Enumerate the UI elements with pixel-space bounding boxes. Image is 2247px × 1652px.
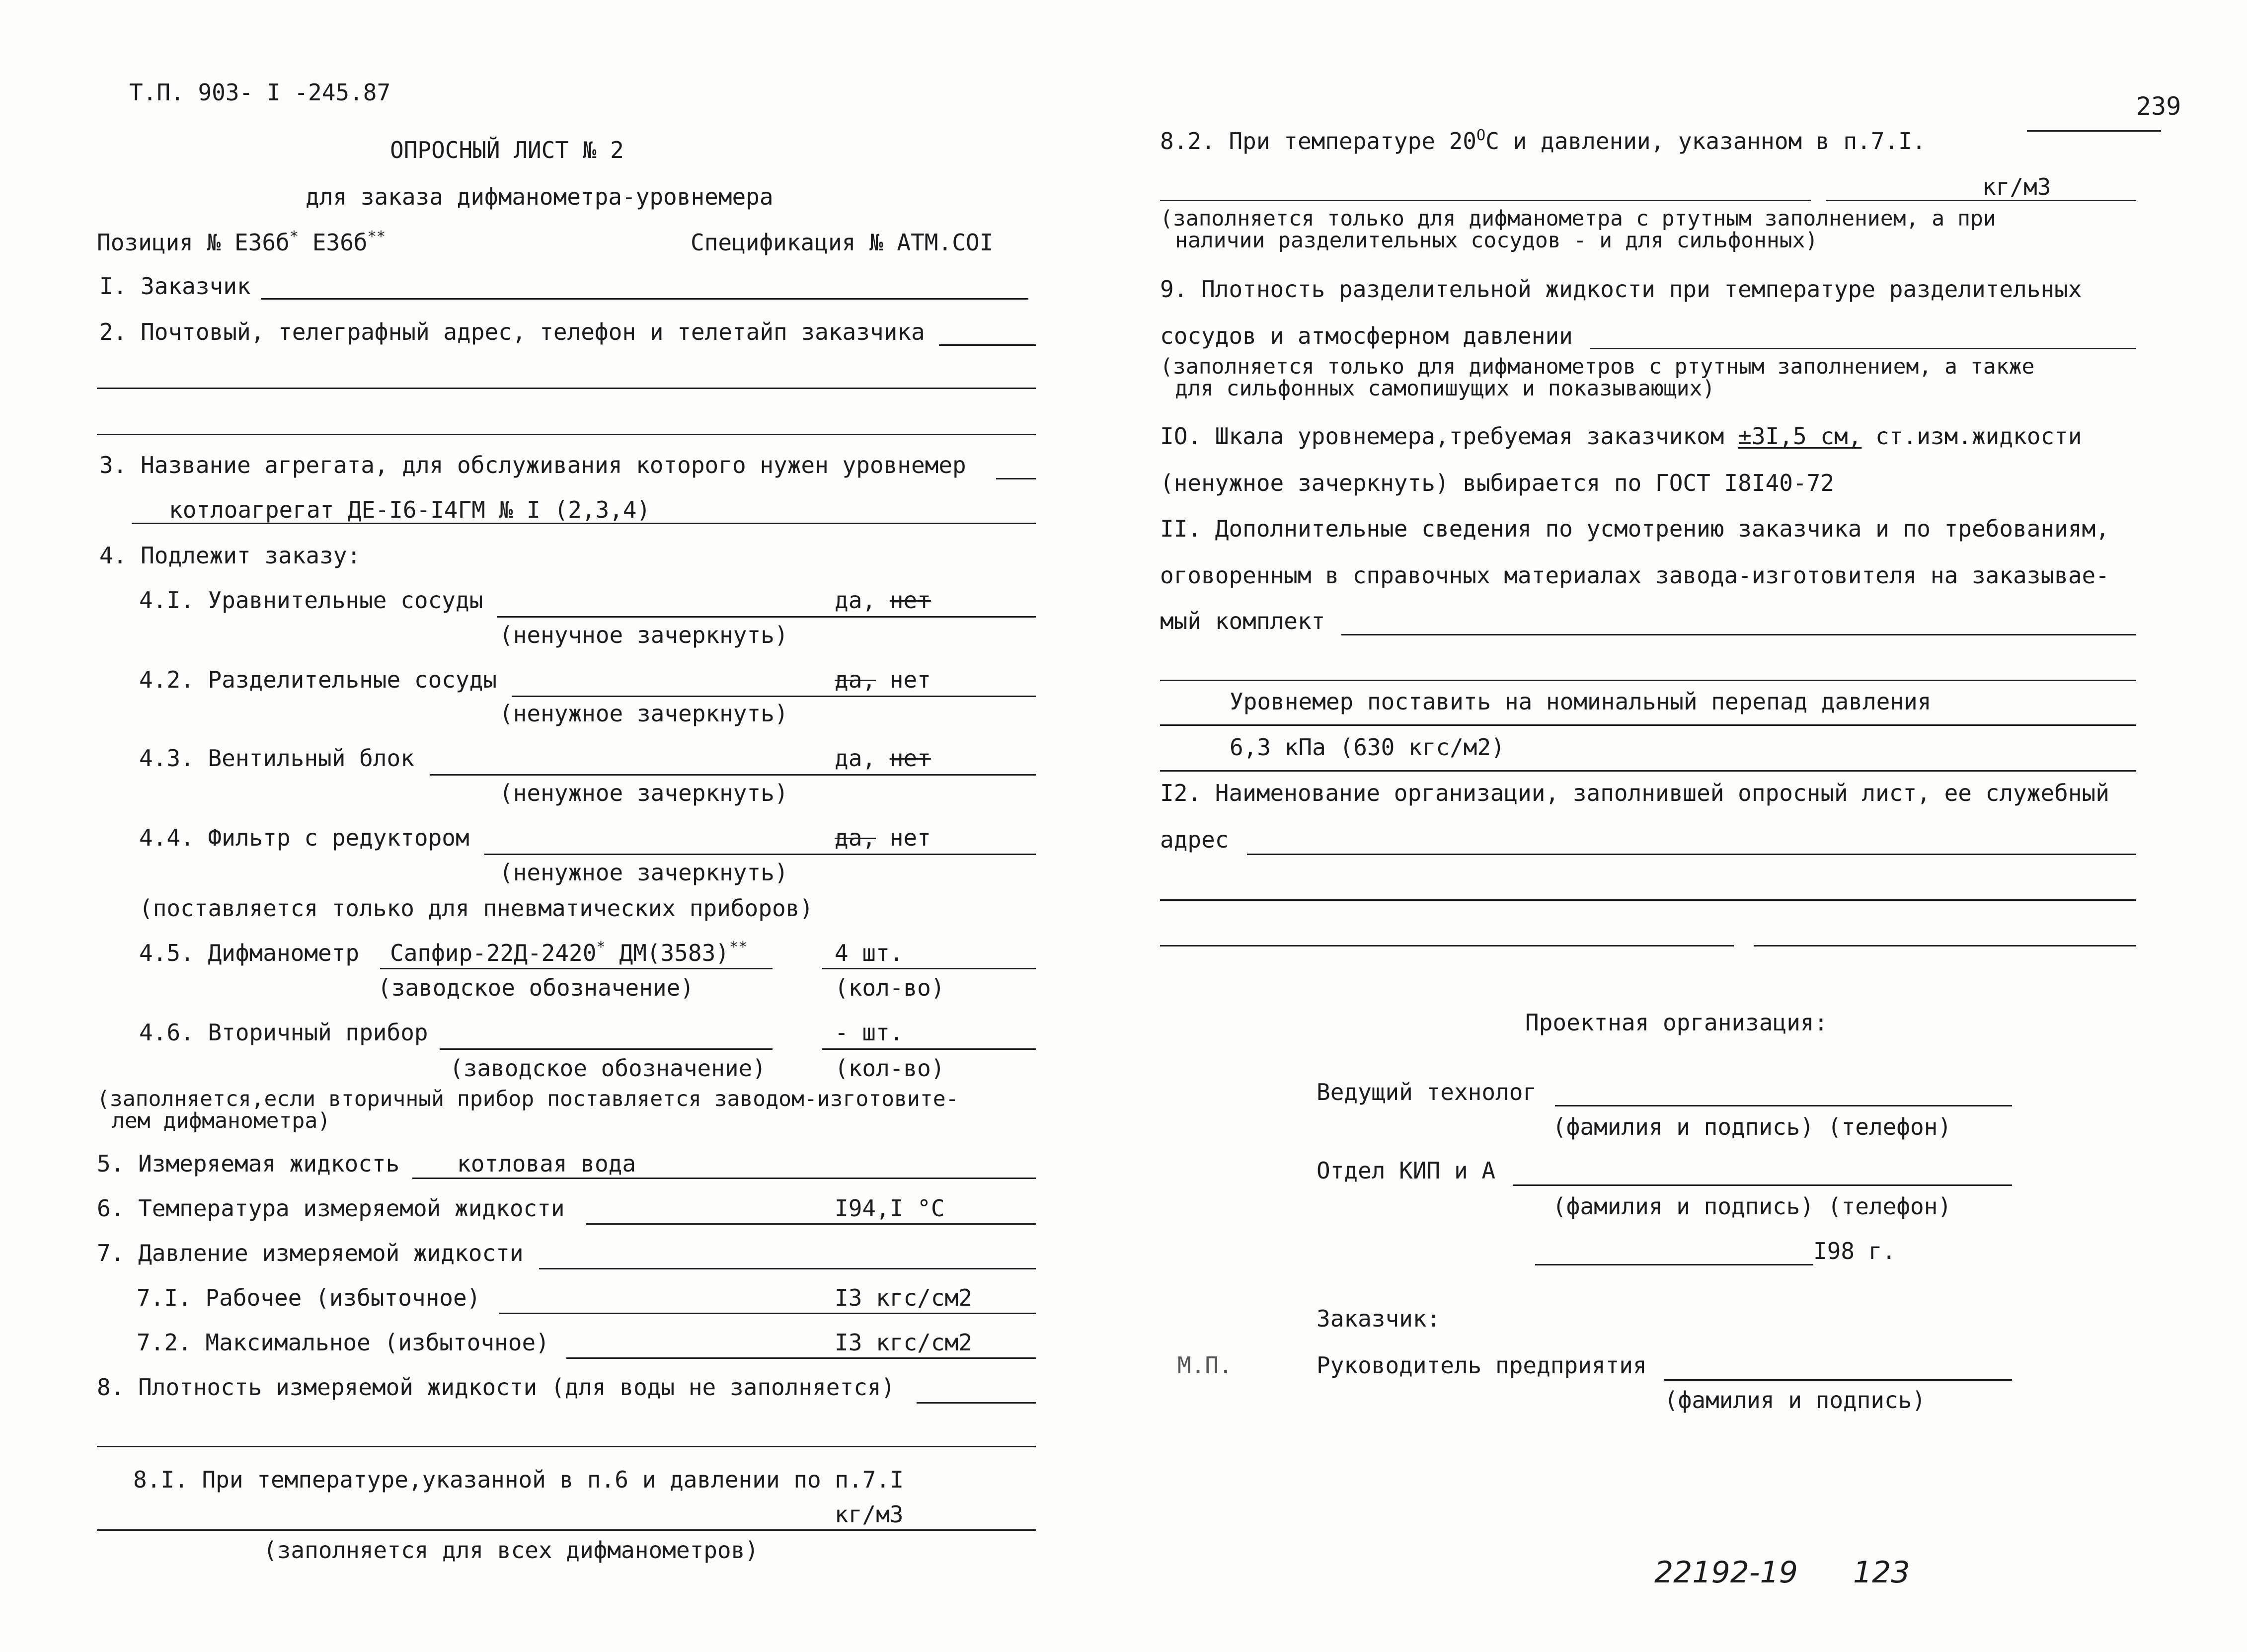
- item-8-2-note-line2: наличии разделительных сосудов - и для сильфонных): [1175, 228, 1818, 253]
- item-8-2-note-line1: (заполняется только для дифманометра с ртутным заполнением, а при: [1160, 206, 1996, 231]
- document-code: Т.П. 903- I -245.87: [129, 79, 391, 106]
- item-7-1-label: 7.I. Рабочее (избыточное): [137, 1284, 481, 1311]
- item-9-note-line1: (заполняется только для дифманометров с ртутным заполнением, а также: [1160, 354, 2035, 379]
- item-8-2-field-b[interactable]: [1826, 200, 2136, 201]
- item-7-field[interactable]: [539, 1268, 1036, 1269]
- item-4-5-qty-field[interactable]: [822, 968, 1036, 969]
- item-4-6-qty-field[interactable]: [822, 1048, 1036, 1050]
- item-4-3-label: 4.3. Вентильный блок: [139, 745, 414, 772]
- item-9-field[interactable]: [1590, 348, 2136, 349]
- item-4-5-note: (заводское обозначение): [378, 974, 694, 1001]
- item-4-3-field[interactable]: [430, 774, 1036, 776]
- item-3-value-line[interactable]: [132, 523, 1036, 524]
- item-4-4-label: 4.4. Фильтр с редуктором: [139, 824, 469, 851]
- item-11-line1: II. Дополнительные сведения по усмотрению заказчика и по требованиям,: [1160, 515, 2109, 542]
- director-signature-field[interactable]: [1664, 1379, 2012, 1381]
- lead-technologist-label: Ведущий технолог: [1317, 1079, 1537, 1105]
- item-5-field[interactable]: [412, 1178, 1036, 1179]
- item-7-2-value: I3 кгс/см2: [835, 1329, 972, 1356]
- item-2-field-line2[interactable]: [97, 388, 1036, 389]
- project-organization-label: Проектная организация:: [1525, 1009, 1828, 1036]
- item-9-note-line2: для сильфонных самопишущих и показывающих): [1175, 376, 1715, 401]
- item-4-2-note: (ненужное зачеркнуть): [499, 700, 788, 727]
- item-1-label: I. Заказчик: [99, 273, 251, 300]
- item-4-3-note: (ненужное зачеркнуть): [499, 780, 788, 806]
- page-number: 239: [2136, 92, 2181, 121]
- specification-label: Спецификация № АТМ.СОI: [691, 229, 994, 256]
- item-2-field[interactable]: [939, 344, 1036, 346]
- kip-department-label: Отдел КИП и А: [1317, 1157, 1496, 1184]
- item-4-label: 4. Подлежит заказу:: [99, 542, 361, 569]
- item-11-field[interactable]: [1341, 634, 2136, 635]
- item-7-2-label: 7.2. Максимальное (избыточное): [137, 1329, 549, 1356]
- item-8-field-line2[interactable]: [97, 1446, 1036, 1447]
- extra-info-line1: Уровнемер поставить на номинальный перепад давления: [1230, 688, 1932, 715]
- item-4-3-no-struck: нет: [889, 745, 931, 772]
- item-4-5-label: 4.5. Дифманометр: [139, 940, 360, 966]
- item-4-1-options: да, нет: [835, 587, 931, 614]
- item-12-line1: I2. Наименование организации, заполнившей опросный лист, ее служебный: [1160, 780, 2109, 806]
- item-4-6-field[interactable]: [440, 1048, 773, 1050]
- lead-technologist-signature-note: (фамилия и подпись) (телефон): [1552, 1113, 1952, 1140]
- extra-info-field-line2[interactable]: [1160, 770, 2136, 772]
- item-8-field[interactable]: [917, 1402, 1036, 1404]
- item-4-1-no-struck: нет: [889, 587, 931, 614]
- item-4-6-fill-note-line1: (заполняется,если вторичный прибор поставляется заводом-изготовите-: [97, 1087, 959, 1111]
- date-field[interactable]: [1535, 1264, 1813, 1265]
- item-4-6-label: 4.6. Вторичный прибор: [139, 1019, 428, 1046]
- item-6-label: 6. Температура измеряемой жидкости: [97, 1195, 565, 1222]
- form-subtitle: для заказа дифманометра-уровнемера: [306, 183, 774, 210]
- item-8-2-field-a[interactable]: [1160, 200, 1811, 201]
- archive-stamp-page: 123: [1853, 1555, 1910, 1590]
- item-10-line2: (ненужное зачеркнуть) выбирается по ГОСТ I8I40-72: [1160, 470, 1835, 496]
- item-6-value: I94,I °С: [835, 1195, 945, 1222]
- item-8-label: 8. Плотность измеряемой жидкости (для воды не заполняется): [97, 1374, 895, 1401]
- item-4-1-note: (ненучное зачеркнуть): [499, 622, 788, 648]
- item-12-line2: адрес: [1160, 826, 1229, 853]
- item-4-3-options: да, нет: [835, 745, 931, 772]
- extra-info-line2: 6,3 кПа (630 кгс/м2): [1230, 734, 1505, 761]
- item-7-1-field[interactable]: [499, 1313, 1036, 1314]
- item-4-5-qty: 4 шт.: [835, 940, 904, 966]
- item-4-6-note: (заводское обозначение): [450, 1055, 766, 1082]
- item-8-1-note: (заполняется для всех дифманометров): [263, 1537, 759, 1564]
- kip-department-signature-note: (фамилия и подпись) (телефон): [1552, 1193, 1952, 1220]
- item-1-field[interactable]: [261, 298, 1028, 300]
- item-11-line3: мый комплект: [1160, 608, 1325, 634]
- item-11-field-line2[interactable]: [1160, 680, 2136, 681]
- seal-place-label: М.П.: [1177, 1352, 1233, 1379]
- item-11-line2: оговоренным в справочных материалах завода-изготовителя на заказывае-: [1160, 562, 2109, 589]
- item-5-value: котловая вода: [457, 1150, 636, 1177]
- item-8-2-label: 8.2. При температуре $20^ОС$ и давлении, указанном в п.7.I.: [1160, 126, 1926, 155]
- item-9-line1: 9. Плотность разделительной жидкости при температуре разделительных: [1160, 276, 2082, 303]
- item-4-4-field[interactable]: [484, 854, 1036, 855]
- item-10-scale-value: ±3I,5 см,: [1738, 423, 1862, 450]
- item-7-1-value: I3 кгс/см2: [835, 1284, 972, 1311]
- item-12-field-line3b[interactable]: [1754, 945, 2136, 946]
- director-signature-note: (фамилия и подпись): [1664, 1387, 1926, 1414]
- item-12-field-line3a[interactable]: [1160, 945, 1734, 946]
- item-12-field-line2[interactable]: [1160, 899, 2136, 901]
- item-8-1-unit: кг/м3: [835, 1501, 904, 1528]
- archive-stamp-code: 22192-19: [1654, 1555, 1798, 1590]
- item-4-5-model: Сапфир-22Д-2420* ДМ(3583)**: [390, 938, 748, 966]
- item-4-6-qty: - шт.: [835, 1019, 904, 1046]
- year-label: I98 г.: [1813, 1238, 1896, 1264]
- item-10-line1: IO. Шкала уровнемера,требуемая заказчиком ±3I,5 см, ст.изм.жидкости: [1160, 423, 2082, 450]
- item-4-4-pneumatic-note: (поставляется только для пневматических приборов): [139, 895, 814, 922]
- item-8-1-field[interactable]: [97, 1529, 1036, 1531]
- item-4-1-label: 4.I. Уравнительные сосуды: [139, 587, 483, 614]
- kip-department-signature-field[interactable]: [1513, 1184, 2012, 1186]
- lead-technologist-signature-field[interactable]: [1555, 1105, 2012, 1106]
- item-4-2-field[interactable]: [512, 696, 1036, 697]
- customer-label: Заказчик:: [1317, 1305, 1441, 1332]
- item-4-1-field[interactable]: [497, 616, 1036, 618]
- item-7-2-field[interactable]: [566, 1357, 1036, 1359]
- item-3-field[interactable]: [996, 478, 1036, 479]
- item-6-field[interactable]: [586, 1223, 1036, 1225]
- item-7-label: 7. Давление измеряемой жидкости: [97, 1240, 524, 1266]
- item-4-5-qty-note: (кол-во): [835, 974, 945, 1001]
- item-12-field[interactable]: [1247, 854, 2136, 855]
- item-4-2-label: 4.2. Разделительные сосуды: [139, 666, 497, 693]
- extra-info-field-line1[interactable]: [1160, 724, 2136, 726]
- page-number-rule: [2027, 130, 2161, 132]
- item-4-4-note: (ненужное зачеркнуть): [499, 859, 788, 886]
- form-title: ОПРОСНЫЙ ЛИСТ № 2: [390, 137, 624, 163]
- item-4-6-fill-note-line2: лем дифманометра): [112, 1108, 331, 1133]
- item-4-4-yes-struck: да,: [835, 824, 876, 851]
- item-8-1-label: 8.I. При температуре,указанной в п.6 и давлении по п.7.I: [133, 1466, 904, 1493]
- position-line: Позиция № Е36б* Е36б**: [97, 228, 386, 256]
- item-4-2-yes-struck: да,: [835, 666, 876, 693]
- item-8-2-unit: кг/м3: [1982, 173, 2051, 200]
- item-5-label: 5. Измеряемая жидкость: [97, 1150, 400, 1177]
- director-label: Руководитель предприятия: [1317, 1352, 1647, 1379]
- item-4-2-options: да, нет: [835, 666, 931, 693]
- item-4-4-options: да, нет: [835, 824, 931, 851]
- item-2-field-line3[interactable]: [97, 434, 1036, 435]
- item-2-label: 2. Почтовый, телеграфный адрес, телефон и телетайп заказчика: [99, 318, 925, 345]
- item-4-5-model-field[interactable]: [380, 968, 773, 969]
- item-3-label: 3. Название агрегата, для обслуживания которого нужен уровнемер: [99, 452, 966, 478]
- item-4-6-qty-note: (кол-во): [835, 1055, 945, 1082]
- item-9-line2: сосудов и атмосферном давлении: [1160, 322, 1573, 349]
- item-3-value: котлоагрегат ДЕ-I6-I4ГМ № I (2,3,4): [169, 496, 651, 523]
